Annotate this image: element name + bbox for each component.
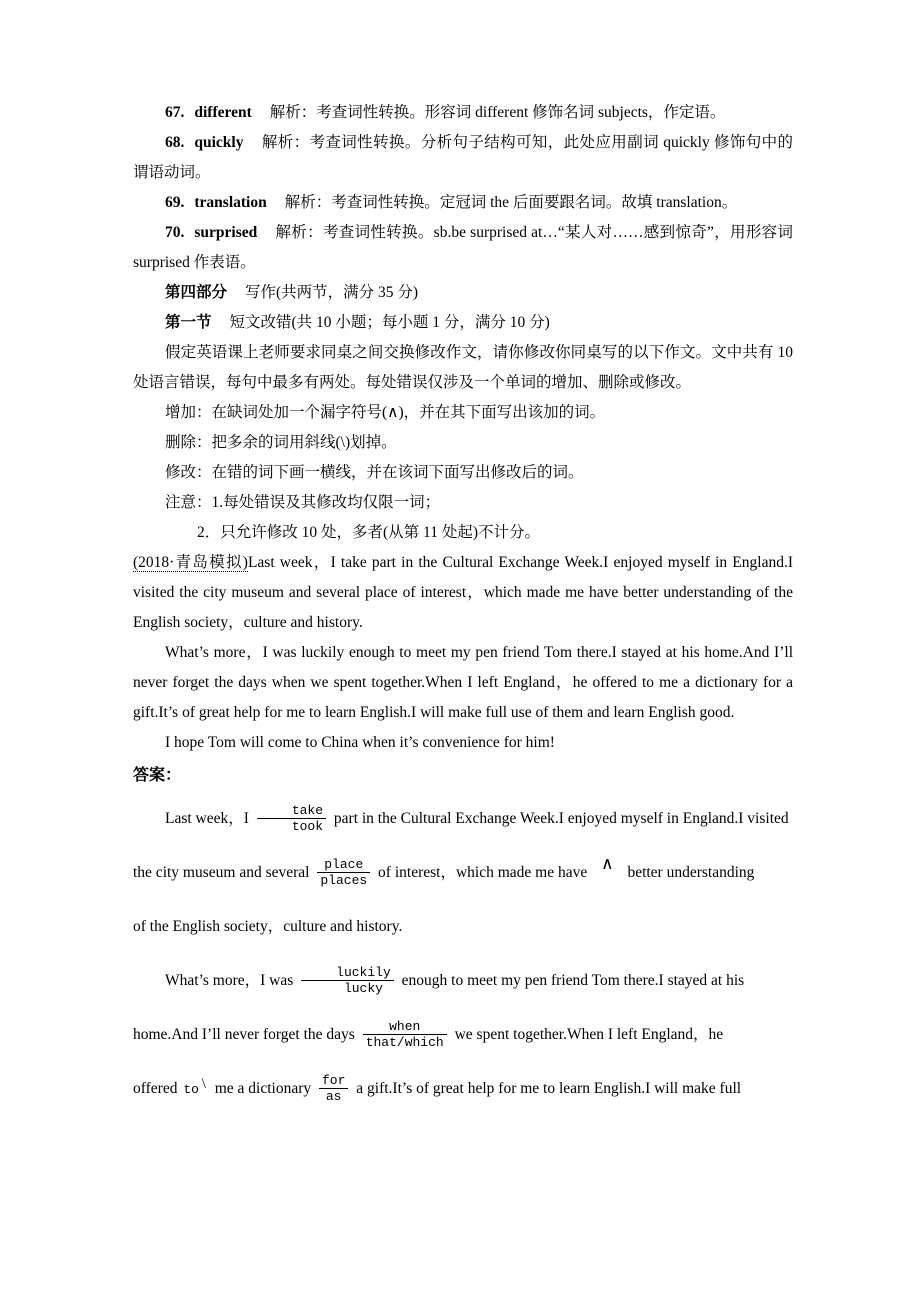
corr-text: better understanding [627,864,755,881]
answer-word: surprised [194,224,258,241]
section-one-subtitle: 短文改错(共 10 小题；每小题 1 分，满分 10 分) [229,314,550,331]
corr-text: the city museum and several [133,864,310,881]
corr-text: of interest，which made me have [378,864,588,881]
answer-section-label: 答案： [133,767,182,784]
corr-text: a gift.It’s of great help for me to learn English.I will make full [356,1080,742,1098]
correction-original: take [257,803,326,819]
correction-original: place [317,857,370,873]
analysis-text: 考查词性转换。分析句子结构可知，此处应用副词 quickly 修饰句中的谓语动词。 [133,134,793,181]
corr-text: What’s more，I was [165,972,294,990]
correction-fraction-place-places [317,857,370,888]
deletion-slash-icon: \ [201,1076,206,1093]
instruction-intro: 假定英语课上老师要求同桌之间交换修改作文，请你修改你同桌写的以下作文。文中共有 10 处语言错误，每句中最多有两处。每处错误仅涉及一个单词的增加、删除或修改。 [133,344,793,391]
analysis-text: 考查词性转换。形容词 different 修饰名词 subjects，作定语。 [316,104,726,121]
corr-text: home.And I’ll never forget the days [133,1026,355,1044]
corrected-line-4 [133,954,793,1008]
correction-fraction-luckily-lucky [301,965,394,996]
analysis-label: 解析： [269,104,317,121]
corr-text: offered [133,1080,178,1098]
corr-text: Last week，I [165,810,249,827]
corrected-line-2 [133,846,793,900]
corrected-line-3: of the English society，culture and history. [133,918,403,936]
answer-word: translation [194,194,267,211]
insertion-caret-icon: ∧ [601,854,614,874]
correction-fixed: as [325,1089,342,1105]
correction-fixed: lucky [343,981,383,997]
correction-fraction-for-as [319,1073,348,1104]
correction-fixed: places [320,872,368,888]
correction-original: luckily [301,965,394,981]
answer-number: 70. [165,224,185,241]
section-one-header [133,308,793,338]
correction-fixed: took [291,818,324,834]
part-four-subtitle: 写作(共两节，满分 35 分) [245,284,419,301]
corr-text: we spent together.When I left England，he [454,1026,724,1044]
corr-text: enough to meet my pen friend Tom there.I stayed at his [401,972,745,990]
instruction-add: 增加：在缺词处加一个漏字符号(∧)，并在其下面写出该加的词。 [165,404,606,421]
instruction-note-1: 注意：1.每处错误及其修改均仅限一词； [165,494,441,511]
answer-entry-67 [133,98,793,128]
analysis-label: 解析： [261,134,310,151]
analysis-text: 考查词性转换。定冠词 the 后面要跟名词。故填 translation。 [331,194,738,211]
passage-paragraph-2: What’s more，I was luckily enough to meet my pen friend Tom there.I stayed at his home.And I’ll never forget the days when we spent together.When I left England，he offered to me a dictionary for a gift.It’s of great help for me to learn English.I will make full use of them and learn English good. [133,644,793,721]
passage-source: (2018·青岛模拟) [133,554,248,571]
corrected-line-1 [133,792,793,846]
corr-text: me a dictionary [214,1080,312,1098]
passage-paragraph-1 [133,548,793,638]
answer-entry-69 [133,188,793,218]
passage-paragraph-3: I hope Tom will come to China when it’s convenience for him! [165,734,555,751]
correction-fraction-take-took [257,803,326,834]
part-four-header [133,278,793,308]
passage-text-1: Last week，I take part in the Cultural Exchange Week.I enjoyed myself in England.I visited the city museum and several place of interest，which made me have better understanding of the English society，culture and history. [133,554,793,631]
part-four-title: 第四部分 [165,284,228,301]
answer-word: quickly [194,134,244,151]
answer-word: different [194,104,252,121]
section-one-title: 第一节 [165,314,212,331]
instruction-note-2: 2．只允许修改 10 处，多者(从第 11 处起)不计分。 [197,524,540,541]
correction-fraction-when-thatwhich [363,1019,447,1050]
correction-original: for [319,1073,348,1089]
analysis-label: 解析： [275,224,323,241]
deleted-word-text: to [183,1082,199,1098]
analysis-label: 解析： [284,194,332,211]
correction-original: when [363,1019,447,1035]
instruction-modify: 修改：在错的词下画一横线，并在该词下面写出修改后的词。 [165,464,584,481]
answer-entry-70 [133,218,793,278]
answer-number: 69. [165,194,185,211]
answer-entry-68 [133,128,793,188]
correction-fixed: that/which [365,1035,444,1051]
deleted-word [183,1063,206,1117]
document-content [133,98,793,1117]
instruction-delete: 删除：把多余的词用斜线(\)划掉。 [165,434,397,451]
answer-number: 67. [165,104,185,121]
corr-text: part in the Cultural Exchange Week.I enjoyed myself in England.I visited [333,810,789,827]
analysis-text: 考查词性转换。sb.be surprised at…“某人对……感到惊奇”，用形容词 surprised 作表语。 [133,224,793,271]
corrected-line-5 [133,1008,793,1062]
answer-number: 68. [165,134,185,151]
corrected-line-6 [133,1062,793,1117]
